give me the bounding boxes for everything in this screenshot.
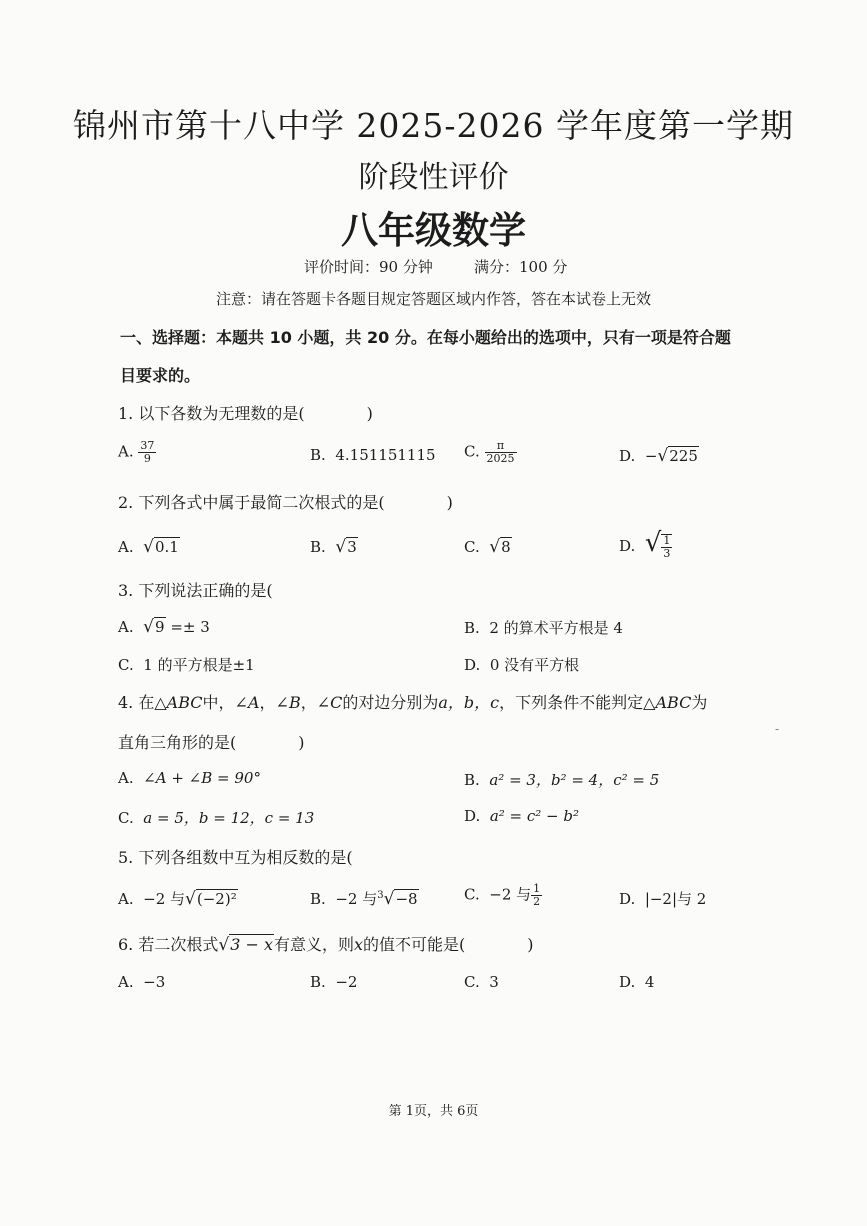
q2-option-b: B. √3 xyxy=(310,537,357,557)
q3-option-a: A. √9 =± 3 xyxy=(118,617,210,637)
q5-option-b: B. −2 与$^3$√−8 xyxy=(310,889,418,909)
q1-stem: 1. 以下各数为无理数的是( ) xyxy=(118,404,373,423)
q5-option-d: D. |−2|与 2 xyxy=(619,890,707,908)
q1-option-c: C. $\frac{\pi}{2025}$ xyxy=(464,439,515,465)
section-heading-line2: 目要求的。 xyxy=(120,366,201,385)
q2-stem: 2. 下列各式中属于最简二次根式的是( ) xyxy=(118,493,453,512)
notice: 注意：请在答题卡各题目规定答题区域内作答，答在本试卷上无效 xyxy=(215,290,651,308)
q2-option-a: A. √0.1 xyxy=(118,537,179,557)
q6-option-b: B. −2 xyxy=(310,973,358,991)
q1-option-a: A. $\frac{37}{9}$ xyxy=(118,439,155,465)
q2-option-c: C. √8 xyxy=(464,537,511,557)
q4-stem-line2: 直角三角形的是( ) xyxy=(118,733,305,752)
q5-stem: 5. 下列各组数中互为相反数的是( xyxy=(118,848,353,867)
q2-option-d: D. √ $\frac{1}{3}$ xyxy=(619,528,671,560)
q3-option-b: B. 2 的算术平方根是 4 xyxy=(464,619,623,637)
school-title: 锦州市第十八中学 2025-2026 学年度第一学期 xyxy=(72,106,795,145)
q4-option-b: B. a² = 3，b² = 4，c² = 5 xyxy=(464,771,660,789)
time-info: 评价时间：90 分钟 xyxy=(304,258,433,276)
q4-option-a: A. ∠A + ∠B = 90° xyxy=(118,769,261,787)
fraction: $\frac{\pi}{2025}$ xyxy=(486,439,515,465)
q6-stem: 6. 若二次根式√3 − x有意义，则x的值不可能是( ) xyxy=(118,935,534,955)
q1-option-d: D. −√225 xyxy=(619,446,698,466)
section-heading-line1: 一、选择题：本题共 10 小题，共 20 分。在每小题给出的选项中，只有一项是符合题 xyxy=(120,328,731,347)
fraction: $\frac{37}{9}$ xyxy=(140,439,155,465)
q5-option-a: A. −2 与√(−2)² xyxy=(118,889,237,909)
subject-title: 八年级数学 xyxy=(341,209,526,252)
q6-option-a: A. −3 xyxy=(118,973,166,991)
q4-option-c: C. a = 5，b = 12，c = 13 xyxy=(118,809,315,827)
score-info: 满分：100 分 xyxy=(474,258,568,276)
q5-option-c: C. −2 与 $\frac{1}{2}$ xyxy=(464,882,541,908)
q3-stem: 3. 下列说法正确的是( xyxy=(118,581,273,600)
q4-stem-line1: 4. 在△ABC中，∠A，∠B，∠C的对边分别为a，b，c，下列条件不能判定△ABC为 xyxy=(118,693,708,712)
q6-option-d: D. 4 xyxy=(619,973,655,991)
q1-option-b: B. 4.151151115 xyxy=(310,446,436,464)
stage-title: 阶段性评价 xyxy=(358,160,509,195)
q4-option-d: D. a² = c² − b² xyxy=(464,807,580,825)
page-footer: 第 1页，共 6页 xyxy=(388,1104,479,1119)
scan-mark: - xyxy=(775,722,780,736)
q3-option-d: D. 0 没有平方根 xyxy=(464,656,580,674)
q3-option-c: C. 1 的平方根是±1 xyxy=(118,656,255,674)
q6-option-c: C. 3 xyxy=(464,973,499,991)
